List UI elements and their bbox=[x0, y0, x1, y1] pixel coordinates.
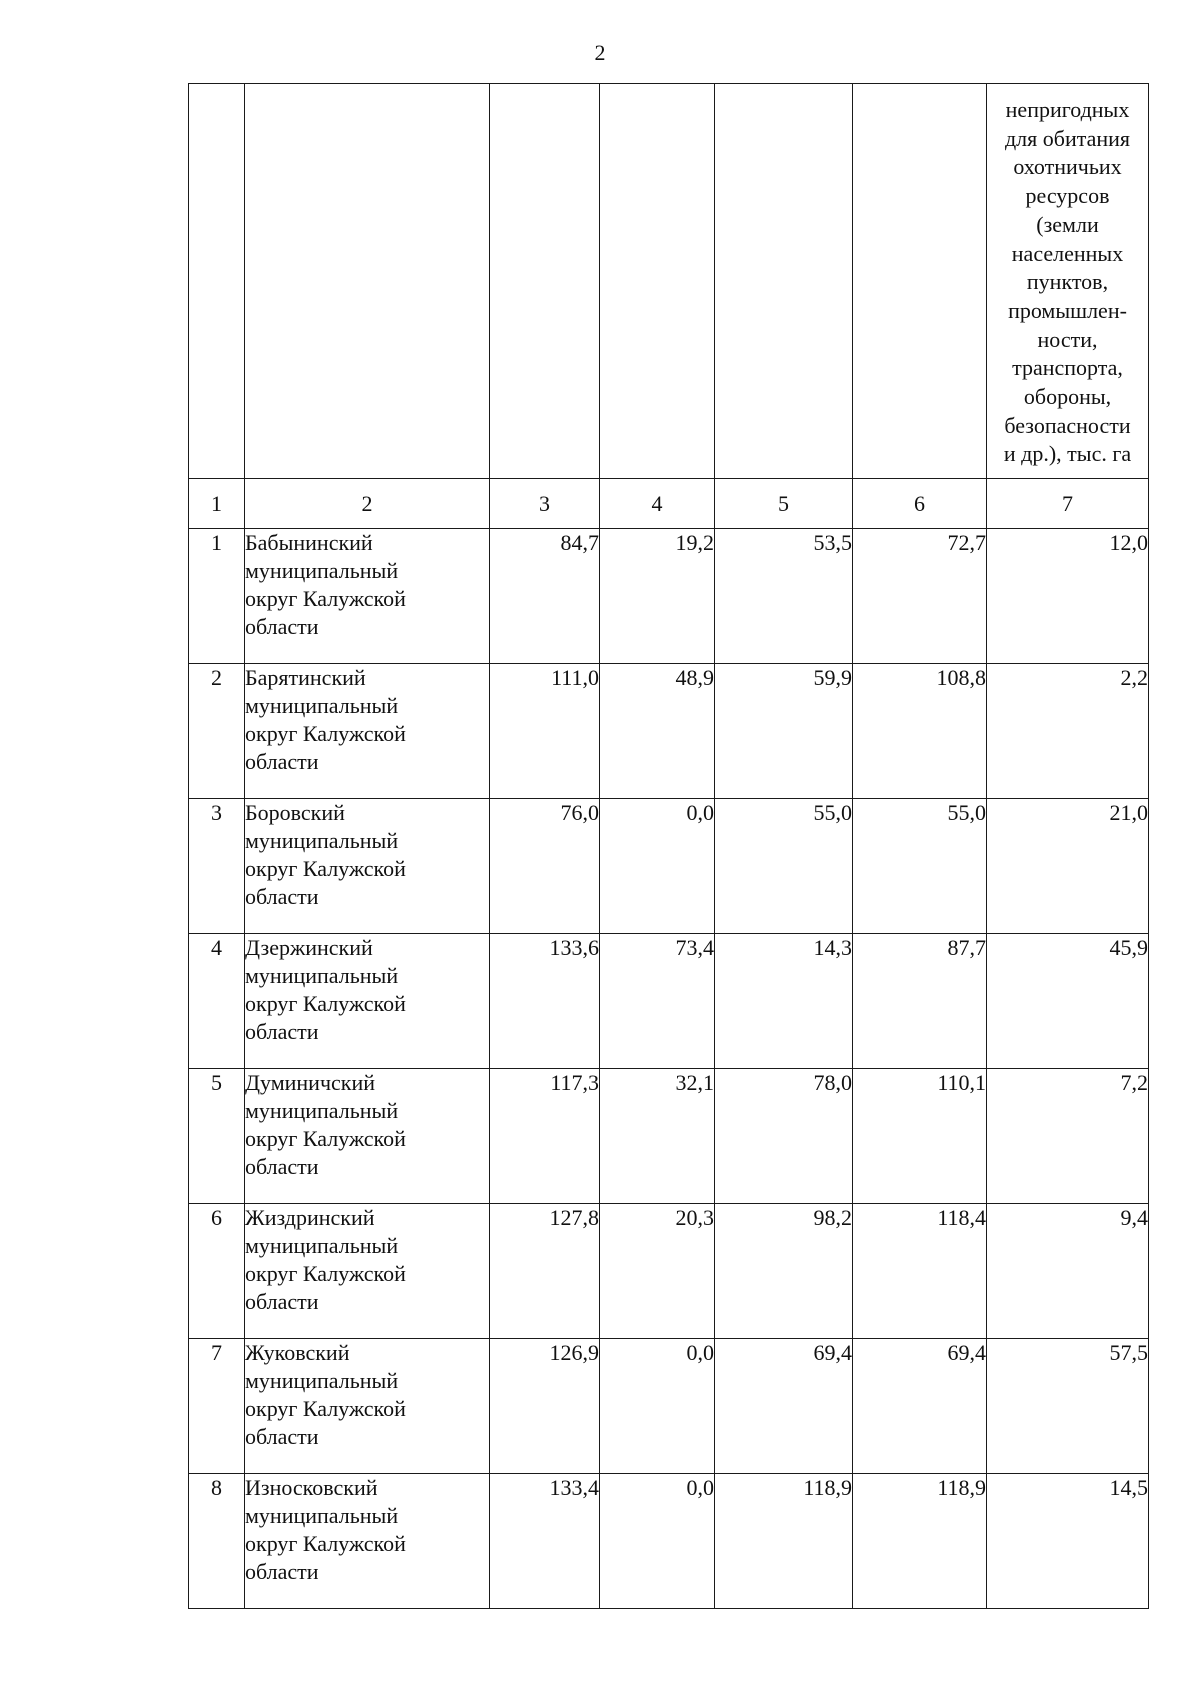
header-line: пунктов, bbox=[1026, 269, 1109, 295]
district-name-line: Дзержинский bbox=[245, 935, 373, 960]
district-name-line: округ Калужской bbox=[245, 1261, 406, 1286]
header-line: промышлен- bbox=[1008, 297, 1127, 323]
value-c6: 55,0 bbox=[853, 799, 987, 934]
header-cell-2 bbox=[245, 84, 490, 479]
district-name-line: муниципальный bbox=[245, 828, 399, 853]
district-name-line: области bbox=[245, 1424, 319, 1449]
value-c3: 126,9 bbox=[490, 1339, 600, 1474]
value-c3: 117,3 bbox=[490, 1069, 600, 1204]
district-name-line: муниципальный bbox=[245, 1098, 399, 1123]
row-number: 8 bbox=[189, 1474, 245, 1609]
header-cell-6 bbox=[853, 84, 987, 479]
header-line: для обитания bbox=[1004, 125, 1131, 151]
value-c6: 108,8 bbox=[853, 664, 987, 799]
table-row bbox=[189, 1339, 1149, 1474]
row-number: 5 bbox=[189, 1069, 245, 1204]
column-number: 2 bbox=[245, 479, 490, 529]
value-c5: 53,5 bbox=[715, 529, 853, 664]
district-name-line: округ Калужской bbox=[245, 1396, 406, 1421]
value-c7: 14,5 bbox=[987, 1474, 1149, 1609]
column-number: 4 bbox=[600, 479, 715, 529]
value-c3: 133,6 bbox=[490, 934, 600, 1069]
header-line: охотничьих bbox=[1013, 154, 1122, 180]
table-row bbox=[189, 529, 1149, 664]
header-line: населенных bbox=[1011, 240, 1124, 266]
district-name-line: Барятинский bbox=[245, 665, 366, 690]
value-c6: 110,1 bbox=[853, 1069, 987, 1204]
table-row bbox=[189, 664, 1149, 799]
header-line: транспорта, bbox=[1012, 355, 1123, 381]
value-c4: 20,3 bbox=[600, 1204, 715, 1339]
district-name bbox=[245, 799, 490, 934]
value-c4: 0,0 bbox=[600, 1339, 715, 1474]
row-number: 2 bbox=[189, 664, 245, 799]
district-name-line: Боровский bbox=[245, 800, 345, 825]
value-c4: 73,4 bbox=[600, 934, 715, 1069]
value-c4: 0,0 bbox=[600, 1474, 715, 1609]
row-number: 1 bbox=[189, 529, 245, 664]
value-c3: 84,7 bbox=[490, 529, 600, 664]
district-name-line: Бабынинский bbox=[245, 530, 373, 555]
district-name-line: области bbox=[245, 1289, 319, 1314]
table-row bbox=[189, 1204, 1149, 1339]
district-name-line: области bbox=[245, 749, 319, 774]
value-c7: 45,9 bbox=[987, 934, 1149, 1069]
column-number-row bbox=[189, 479, 1149, 529]
district-name-line: муниципальный bbox=[245, 1233, 399, 1258]
district-name-line: области bbox=[245, 884, 319, 909]
district-name bbox=[245, 1204, 490, 1339]
district-name-line: области bbox=[245, 1019, 319, 1044]
value-c6: 87,7 bbox=[853, 934, 987, 1069]
district-name-line: округ Калужской bbox=[245, 721, 406, 746]
table-row bbox=[189, 799, 1149, 934]
table-row bbox=[189, 934, 1149, 1069]
district-name-line: области bbox=[245, 614, 319, 639]
header-cell-5 bbox=[715, 84, 853, 479]
value-c5: 14,3 bbox=[715, 934, 853, 1069]
row-number: 3 bbox=[189, 799, 245, 934]
row-number: 7 bbox=[189, 1339, 245, 1474]
page-number: 2 bbox=[594, 40, 606, 65]
district-name-line: округ Калужской bbox=[245, 991, 406, 1016]
value-c4: 19,2 bbox=[600, 529, 715, 664]
district-name-line: муниципальный bbox=[245, 963, 399, 988]
value-c7: 12,0 bbox=[987, 529, 1149, 664]
row-number: 6 bbox=[189, 1204, 245, 1339]
value-c4: 32,1 bbox=[600, 1069, 715, 1204]
header-line: ности, bbox=[1037, 326, 1098, 352]
header-line: непригодных bbox=[1005, 97, 1130, 122]
value-c7: 2,2 bbox=[987, 664, 1149, 799]
value-c7: 7,2 bbox=[987, 1069, 1149, 1204]
district-name bbox=[245, 664, 490, 799]
district-name bbox=[245, 529, 490, 664]
district-name-line: муниципальный bbox=[245, 693, 399, 718]
land-area-table bbox=[188, 83, 1149, 1609]
value-c7: 9,4 bbox=[987, 1204, 1149, 1339]
row-number: 4 bbox=[189, 934, 245, 1069]
district-name-line: Думиничский bbox=[245, 1070, 376, 1095]
header-cell-7 bbox=[987, 84, 1149, 479]
table-row bbox=[189, 1474, 1149, 1609]
value-c3: 133,4 bbox=[490, 1474, 600, 1609]
value-c6: 69,4 bbox=[853, 1339, 987, 1474]
column-number: 1 bbox=[189, 479, 245, 529]
district-name-line: округ Калужской bbox=[245, 1531, 406, 1556]
district-name-line: области bbox=[245, 1154, 319, 1179]
district-name-line: округ Калужской bbox=[245, 1126, 406, 1151]
value-c6: 118,9 bbox=[853, 1474, 987, 1609]
district-name-line: Жиздринский bbox=[245, 1205, 375, 1230]
district-name-line: муниципальный bbox=[245, 1503, 399, 1528]
district-name-line: области bbox=[245, 1559, 319, 1584]
column-number: 3 bbox=[490, 479, 600, 529]
header-line: обороны, bbox=[1023, 384, 1112, 410]
value-c5: 118,9 bbox=[715, 1474, 853, 1609]
value-c4: 48,9 bbox=[600, 664, 715, 799]
value-c5: 98,2 bbox=[715, 1204, 853, 1339]
header-line: безопасности bbox=[1004, 412, 1131, 438]
column-number: 5 bbox=[715, 479, 853, 529]
header-continuation-row bbox=[189, 84, 1149, 479]
district-name bbox=[245, 1474, 490, 1609]
district-name-line: муниципальный bbox=[245, 1368, 399, 1393]
district-name-line: Жуковский bbox=[245, 1340, 350, 1365]
table-row bbox=[189, 1069, 1149, 1204]
column-number: 6 bbox=[853, 479, 987, 529]
value-c5: 59,9 bbox=[715, 664, 853, 799]
district-name bbox=[245, 934, 490, 1069]
value-c3: 76,0 bbox=[490, 799, 600, 934]
district-name-line: округ Калужской bbox=[245, 586, 406, 611]
district-name-line: муниципальный bbox=[245, 558, 399, 583]
header-line: и др.), тыс. га bbox=[1003, 441, 1132, 467]
value-c3: 127,8 bbox=[490, 1204, 600, 1339]
header-line: (земли bbox=[1036, 211, 1099, 237]
district-name-line: округ Калужской bbox=[245, 856, 406, 881]
district-name bbox=[245, 1069, 490, 1204]
header-cell-3 bbox=[490, 84, 600, 479]
table-body bbox=[189, 84, 1149, 1609]
header-cell-4 bbox=[600, 84, 715, 479]
value-c3: 111,0 bbox=[490, 664, 600, 799]
value-c4: 0,0 bbox=[600, 799, 715, 934]
header-line: ресурсов bbox=[1025, 183, 1110, 209]
header-cell-1 bbox=[189, 84, 245, 479]
value-c5: 78,0 bbox=[715, 1069, 853, 1204]
value-c6: 72,7 bbox=[853, 529, 987, 664]
value-c6: 118,4 bbox=[853, 1204, 987, 1339]
value-c5: 55,0 bbox=[715, 799, 853, 934]
district-name-line: Износковский bbox=[245, 1475, 378, 1500]
column-number: 7 bbox=[987, 479, 1149, 529]
value-c7: 21,0 bbox=[987, 799, 1149, 934]
district-name bbox=[245, 1339, 490, 1474]
value-c5: 69,4 bbox=[715, 1339, 853, 1474]
value-c7: 57,5 bbox=[987, 1339, 1149, 1474]
